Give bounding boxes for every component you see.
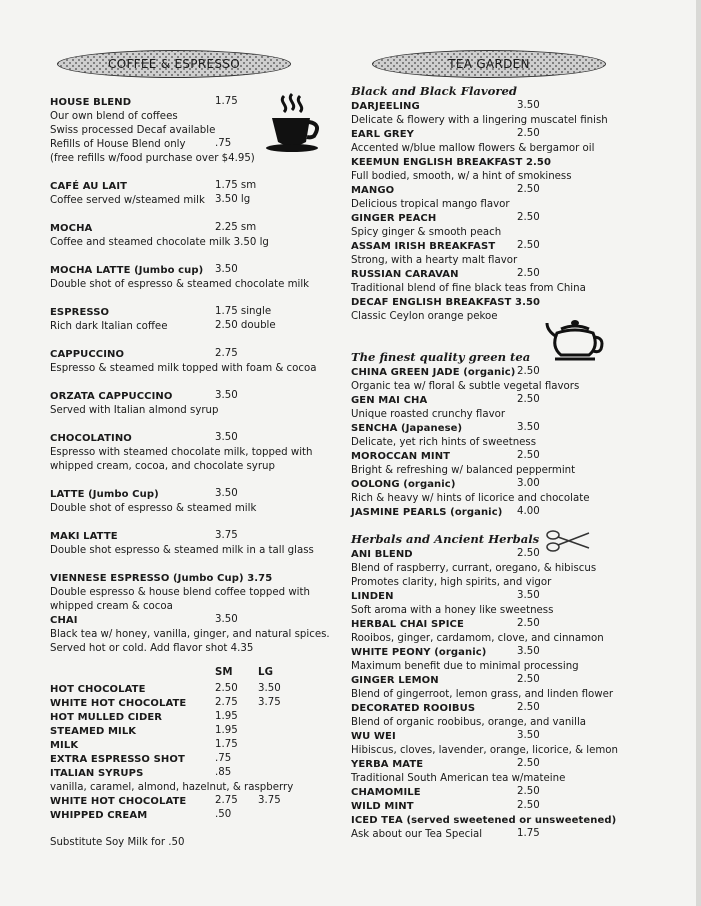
- menu-item-description: Delicate, yet rich hints of sweetness: [351, 437, 537, 448]
- small-item-name: MILK: [50, 740, 79, 751]
- menu-item-description: Coffee served w/steamed milk: [50, 195, 205, 206]
- menu-item-description: Classic Ceylon orange pekoe: [351, 311, 498, 322]
- menu-item-description: Bright & refreshing w/ balanced peppermint: [351, 465, 576, 476]
- menu-item-description: Our own blend of coffees: [50, 111, 178, 122]
- soy-milk-note: Substitute Soy Milk for .50: [50, 837, 185, 848]
- menu-item-description: Blend of raspberry, currant, oregano, & hibiscus: [351, 563, 597, 574]
- menu-item-price: 3.50: [215, 488, 238, 499]
- menu-item-name: MAKI LATTE: [50, 531, 118, 542]
- menu-item-price: 1.75: [215, 96, 238, 107]
- menu-item-description: Maximum benefit due to minimal processing: [351, 661, 579, 672]
- menu-item-price: 3.50: [517, 646, 540, 657]
- small-item-price-sm: 2.75: [215, 795, 238, 806]
- small-item-price-lg: 3.50: [258, 683, 281, 694]
- menu-item-price: 3.50: [215, 390, 238, 401]
- menu-item-price: 3.50: [215, 264, 238, 275]
- menu-item-price: 2.50: [517, 786, 540, 797]
- menu-item-name: LATTE (Jumbo Cup): [50, 489, 159, 500]
- menu-item-name: ESPRESSO: [50, 307, 110, 318]
- menu-item-description: Organic tea w/ floral & subtle vegetal flavors: [351, 381, 580, 392]
- small-item-name: ITALIAN SYRUPS: [50, 768, 144, 779]
- small-item-price-sm: .75: [215, 753, 232, 764]
- menu-item-name: CAPPUCCINO: [50, 349, 125, 360]
- menu-item-description: whipped cream, cocoa, and chocolate syrup: [50, 461, 275, 472]
- menu-item-name: DECORATED ROOIBUS: [351, 703, 476, 714]
- scissors-icon: [545, 528, 591, 554]
- small-item-name: WHITE HOT CHOCOLATE: [50, 698, 187, 709]
- menu-item-description: Swiss processed Decaf available: [50, 125, 216, 136]
- menu-item-price: 3.50: [517, 422, 540, 433]
- menu-item-name: WHITE PEONY (organic): [351, 647, 487, 658]
- menu-item-price: 3.75: [215, 530, 238, 541]
- menu-item-name: DECAF ENGLISH BREAKFAST 3.50: [351, 297, 541, 308]
- menu-item-price: 1.75 single: [215, 306, 272, 317]
- coffee-espresso-banner: [57, 50, 291, 78]
- menu-item-price: 3.50: [517, 590, 540, 601]
- menu-item-price: 3.00: [517, 478, 540, 489]
- menu-item-name: CAFÉ AU LAIT: [50, 181, 128, 192]
- page-edge: [696, 0, 701, 906]
- menu-item-name: CHAMOMILE: [351, 787, 421, 798]
- menu-item-price: 2.50: [517, 128, 540, 139]
- menu-item-name: ANI BLEND: [351, 549, 413, 560]
- menu-item-price: .75: [215, 138, 232, 149]
- menu-item-description: Served hot or cold. Add flavor shot 4.35: [50, 643, 254, 654]
- menu-item-price: 3.50 lg: [215, 194, 251, 205]
- small-item-price-sm: 1.75: [215, 739, 238, 750]
- menu-item-name: ICED TEA (served sweetened or unsweetened): [351, 815, 617, 826]
- menu-item-price: 3.50: [215, 614, 238, 625]
- menu-item-price: 2.50: [517, 268, 540, 279]
- menu-item-name: GINGER LEMON: [351, 675, 439, 686]
- menu-item-description: Double espresso & house blend coffee topped with: [50, 587, 310, 598]
- menu-item-price: 2.50: [517, 394, 540, 405]
- menu-item-name: VIENNESE ESPRESSO (Jumbo Cup) 3.75: [50, 573, 273, 584]
- menu-item-price: 2.50: [517, 548, 540, 559]
- menu-item-name: MOROCCAN MINT: [351, 451, 451, 462]
- menu-item-price: 3.50: [215, 432, 238, 443]
- menu-item-name: RUSSIAN CARAVAN: [351, 269, 459, 280]
- menu-item-name: WU WEI: [351, 731, 396, 742]
- menu-item-name: CHINA GREEN JADE (organic): [351, 367, 516, 378]
- menu-item-description: Delicate & flowery with a lingering muscatel finish: [351, 115, 608, 126]
- menu-item-description: Ask about our Tea Special: [351, 829, 483, 840]
- menu-item-description: Strong, with a hearty malt flavor: [351, 255, 518, 266]
- menu-item-description: Rich & heavy w/ hints of licorice and chocolate: [351, 493, 590, 504]
- menu-item-name: JASMINE PEARLS (organic): [351, 507, 503, 518]
- menu-item-price: 2.50: [517, 674, 540, 685]
- menu-item-description: Served with Italian almond syrup: [50, 405, 219, 416]
- menu-item-description: Espresso with steamed chocolate milk, topped with: [50, 447, 313, 458]
- menu-item-description: Black tea w/ honey, vanilla, ginger, and natural spices.: [50, 629, 330, 640]
- menu-item-description: Traditional South American tea w/mateine: [351, 773, 566, 784]
- small-item-price-lg: 3.75: [258, 795, 281, 806]
- menu-item-description: (free refills w/food purchase over $4.95): [50, 153, 255, 164]
- menu-item-description: Spicy ginger & smooth peach: [351, 227, 502, 238]
- coffee-espresso-header: COFFEE & ESPRESSO: [108, 57, 240, 71]
- small-item-name: HOT MULLED CIDER: [50, 712, 163, 723]
- small-item-price-sm: 1.95: [215, 725, 238, 736]
- menu-item-name: GINGER PEACH: [351, 213, 437, 224]
- menu-item-description: Hibiscus, cloves, lavender, orange, licorice, & lemon: [351, 745, 618, 756]
- menu-item-name: GEN MAI CHA: [351, 395, 428, 406]
- size-header-sm: SM: [215, 667, 233, 678]
- menu-item-price: 3.50: [517, 730, 540, 741]
- menu-item-name: MOCHA: [50, 223, 93, 234]
- menu-item-price: 1.75: [517, 828, 540, 839]
- menu-item-price: 3.50: [517, 100, 540, 111]
- menu-item-price: 2.50: [517, 758, 540, 769]
- menu-item-description: Rooibos, ginger, cardamom, clove, and cinnamon: [351, 633, 604, 644]
- menu-item-description: Double shot of espresso & steamed chocolate milk: [50, 279, 310, 290]
- small-item-price-sm: 1.95: [215, 711, 238, 722]
- menu-item-price: 2.50: [517, 366, 540, 377]
- menu-item-price: 1.75 sm: [215, 180, 257, 191]
- small-item-price-sm: .85: [215, 767, 232, 778]
- small-item-name: WHITE HOT CHOCOLATE: [50, 796, 187, 807]
- menu-item-description: Refills of House Blend only: [50, 139, 186, 150]
- teapot-icon: [545, 315, 607, 363]
- menu-item-description: Espresso & steamed milk topped with foam & cocoa: [50, 363, 317, 374]
- menu-item-price: 2.50: [517, 240, 540, 251]
- menu-item-price: 2.50 double: [215, 320, 276, 331]
- menu-item-price: 2.50: [517, 184, 540, 195]
- menu-item-price: 2.50: [517, 702, 540, 713]
- menu-item-name: EARL GREY: [351, 129, 415, 140]
- menu-item-description: Accented w/blue mallow flowers & bergamor oil: [351, 143, 595, 154]
- small-item-name: EXTRA ESPRESSO SHOT: [50, 754, 185, 765]
- small-item-name: WHIPPED CREAM: [50, 810, 148, 821]
- menu-item-name: WILD MINT: [351, 801, 414, 812]
- menu-item-name: ORZATA CAPPUCCINO: [50, 391, 173, 402]
- menu-item-name: ASSAM IRISH BREAKFAST: [351, 241, 496, 252]
- tea-section-title: Black and Black Flavored: [351, 84, 517, 98]
- small-item-price-sm: 2.50: [215, 683, 238, 694]
- small-item-price-lg: 3.75: [258, 697, 281, 708]
- menu-item-name: LINDEN: [351, 591, 394, 602]
- coffee-cup-icon: [262, 92, 324, 156]
- menu-item-price: 2.50: [517, 212, 540, 223]
- menu-item-description: Soft aroma with a honey like sweetness: [351, 605, 554, 616]
- syrup-flavors: vanilla, caramel, almond, hazelnut, & raspberry: [50, 782, 294, 793]
- menu-item-description: Double shot espresso & steamed milk in a tall glass: [50, 545, 314, 556]
- menu-item-description: Rich dark Italian coffee: [50, 321, 168, 332]
- menu-item-price: 2.25 sm: [215, 222, 257, 233]
- small-item-price-sm: .50: [215, 809, 232, 820]
- tea-section-title: Herbals and Ancient Herbals: [351, 532, 540, 546]
- size-header-lg: LG: [258, 667, 274, 678]
- menu-item-description: Unique roasted crunchy flavor: [351, 409, 506, 420]
- menu-item-description: Blend of gingerroot, lemon grass, and linden flower: [351, 689, 614, 700]
- menu-item-price: 4.00: [517, 506, 540, 517]
- menu-item-name: DARJEELING: [351, 101, 420, 112]
- menu-item-description: Coffee and steamed chocolate milk 3.50 lg: [50, 237, 269, 248]
- menu-item-description: Full bodied, smooth, w/ a hint of smokiness: [351, 171, 572, 182]
- menu-item-name: MANGO: [351, 185, 395, 196]
- tea-section-title: The finest quality green tea: [351, 350, 531, 364]
- menu-item-name: CHOCOLATINO: [50, 433, 132, 444]
- menu-item-name: KEEMUN ENGLISH BREAKFAST 2.50: [351, 157, 552, 168]
- menu-item-description: Traditional blend of fine black teas from China: [351, 283, 586, 294]
- tea-garden-header: TEA GARDEN: [448, 57, 530, 71]
- menu-item-name: OOLONG (organic): [351, 479, 456, 490]
- menu-item-description: Delicious tropical mango flavor: [351, 199, 510, 210]
- menu-item-price: 2.50: [517, 618, 540, 629]
- menu-item-price: 2.50: [517, 800, 540, 811]
- menu-item-name: MOCHA LATTE (Jumbo cup): [50, 265, 204, 276]
- menu-item-description: Blend of organic roobibus, orange, and vanilla: [351, 717, 587, 728]
- menu-item-name: CHAI: [50, 615, 78, 626]
- menu-item-name: HERBAL CHAI SPICE: [351, 619, 464, 630]
- menu-item-name: HOUSE BLEND: [50, 97, 132, 108]
- menu-item-description: Double shot of espresso & steamed milk: [50, 503, 257, 514]
- menu-item-price: 2.75: [215, 348, 238, 359]
- menu-item-name: YERBA MATE: [351, 759, 424, 770]
- small-item-price-sm: 2.75: [215, 697, 238, 708]
- small-item-name: HOT CHOCOLATE: [50, 684, 146, 695]
- menu-item-price: 2.50: [517, 450, 540, 461]
- tea-garden-banner: [372, 50, 606, 78]
- small-item-name: STEAMED MILK: [50, 726, 137, 737]
- menu-item-name: SENCHA (Japanese): [351, 423, 463, 434]
- menu-item-description: Promotes clarity, high spirits, and vigor: [351, 577, 552, 588]
- menu-item-description: whipped cream & cocoa: [50, 601, 173, 612]
